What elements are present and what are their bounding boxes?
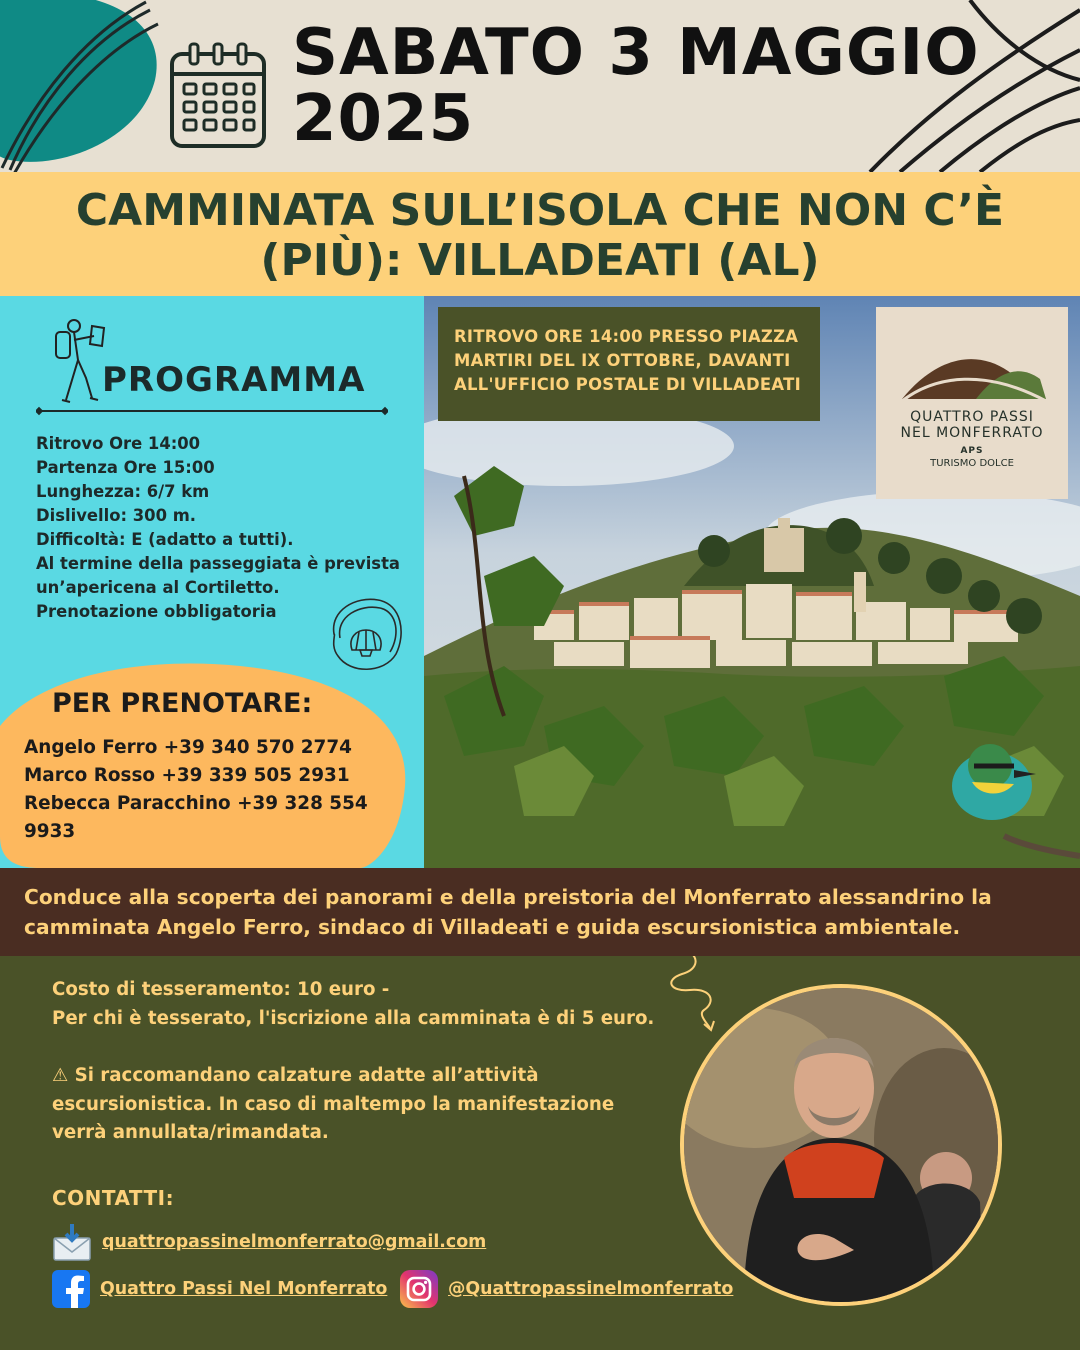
- event-title-line1: CAMMINATA SULL’ISOLA CHE NON C’È: [75, 185, 1005, 236]
- logo-name-line2: NEL MONFERRATO: [900, 425, 1044, 441]
- cost-line: Costo di tesseramento: 10 euro -: [52, 979, 390, 1000]
- event-title: [0, 186, 1080, 286]
- instagram-contact[interactable]: [400, 1270, 733, 1308]
- event-date-line1: SABATO 3 MAGGIO: [292, 16, 980, 90]
- email-icon: [52, 1222, 92, 1262]
- divider: [36, 406, 388, 416]
- facebook-contact[interactable]: [52, 1270, 387, 1308]
- organization-logo: [876, 307, 1068, 499]
- booking-contact: Marco Rosso +39 339 505 2931: [24, 765, 350, 786]
- portrait-illustration: [684, 988, 998, 1302]
- cost-line: Per chi è tesserato, l'iscrizione alla camminata è di 5 euro.: [52, 1007, 655, 1029]
- program-item: Lunghezza: 6/7 km: [36, 482, 210, 501]
- program-item: Al termine della passeggiata è prevista un’apericena al Cortiletto.: [36, 554, 400, 597]
- contacts-title: CONTATTI:: [52, 1186, 175, 1210]
- title-band: [0, 172, 1080, 296]
- instagram-link[interactable]: @Quattropassinelmonferrato: [448, 1279, 734, 1299]
- logo-name-line1: QUATTRO PASSI: [910, 409, 1034, 425]
- logo-aps: APS: [960, 446, 984, 456]
- arrow-squiggle-icon: [660, 956, 730, 1034]
- warning-text: ⚠ Si raccomandano calzature adatte all’attività escursionistica. In caso di maltempo la manifestazione verrà annullata/rimandata.: [52, 1065, 615, 1143]
- email-contact[interactable]: [52, 1222, 486, 1262]
- program-title: PROGRAMMA: [102, 360, 366, 400]
- program-item: Dislivello: 300 m.: [36, 506, 197, 525]
- meeting-line: MARTIRI DEL IX OTTOBRE, DAVANTI: [454, 351, 791, 370]
- event-title-line2: (PIÙ): VILLADEATI (AL): [260, 235, 820, 286]
- booking-list: [24, 734, 424, 846]
- meeting-line: ALL'UFFICIO POSTALE DI VILLADEATI: [454, 375, 802, 394]
- teal-decorative-blob: [0, 0, 180, 172]
- program-item: Ritrovo Ore 14:00: [36, 434, 201, 453]
- logo-name: [876, 409, 1068, 441]
- guide-portrait: [680, 984, 1002, 1306]
- header: [0, 0, 1080, 172]
- facebook-link[interactable]: Quattro Passi Nel Monferrato: [100, 1279, 388, 1299]
- calendar-icon: [168, 40, 268, 150]
- info-footer: [0, 956, 1080, 1350]
- program-panel: [0, 296, 424, 868]
- hills-logo-icon: [896, 349, 1048, 405]
- program-item: Partenza Ore 15:00: [36, 458, 215, 477]
- event-date: [292, 16, 980, 156]
- booking-contact: Angelo Ferro +39 340 570 2774: [24, 737, 352, 758]
- guide-description: Conduce alla scoperta dei panorami e della preistoria del Monferrato alessandrino la camminata Angelo Ferro, sindaco di Villadeati e guida escursionistica ambientale.: [24, 885, 992, 939]
- program-item: Prenotazione obbligatoria: [36, 602, 277, 621]
- hiker-icon: [44, 316, 110, 406]
- meeting-point-text: [454, 325, 804, 397]
- instagram-icon: [400, 1270, 438, 1308]
- meeting-line: RITROVO ORE 14:00 PRESSO PIAZZA: [454, 327, 799, 346]
- facebook-icon: [52, 1270, 90, 1308]
- meeting-point-box: [438, 307, 820, 421]
- event-date-line2: 2025: [292, 82, 475, 156]
- program-item: Difficoltà: E (adatto a tutti).: [36, 530, 294, 549]
- logo-tagline: TURISMO DOLCE: [930, 458, 1014, 469]
- email-link[interactable]: quattropassinelmonferrato@gmail.com: [102, 1232, 487, 1252]
- guide-band: [0, 868, 1080, 956]
- cost-info: [52, 976, 654, 1033]
- booking-title: PER PRENOTARE:: [52, 688, 313, 719]
- booking-contact: Rebecca Paracchino +39 328 554 9933: [24, 793, 368, 842]
